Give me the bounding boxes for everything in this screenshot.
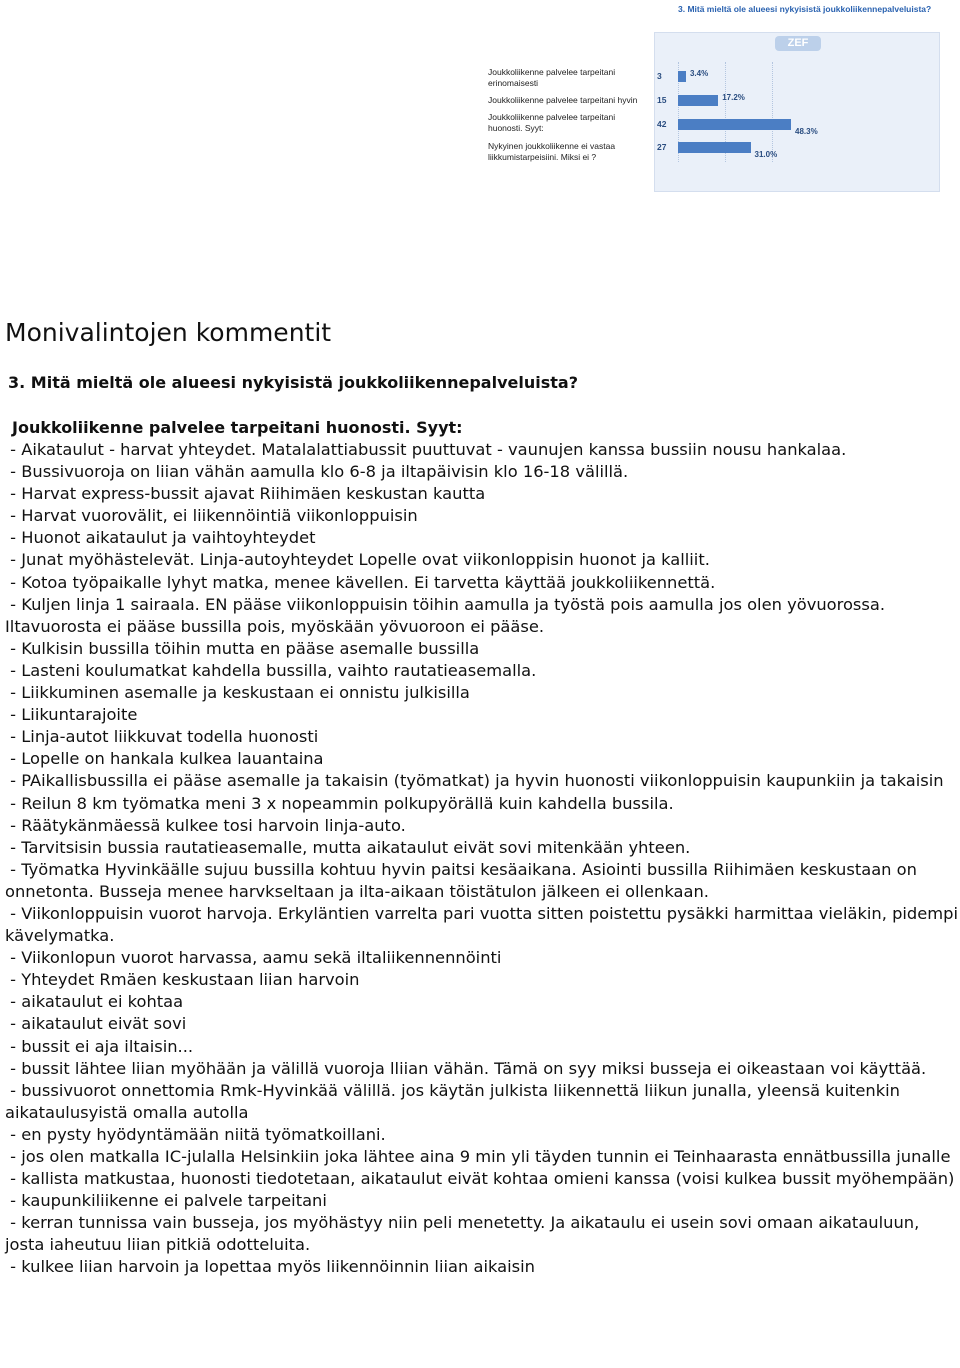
comment-item: - kerran tunnissa vain busseja, jos myöhästyy niin peli menetetty. Ja aikataulu ei usein sovi omaan aikatauluun, josta iaheutuu liian pitkiä odotteluita.	[5, 1213, 920, 1255]
comment-item: - Viikonlopun vuorot harvassa, aamu sekä iltaliikennennöinti	[5, 948, 502, 968]
chart-bar	[678, 119, 791, 130]
comment-item: - Kuljen linja 1 sairaala. EN pääse viikonloppuisin töihin aamulla ja työstä pois aamulla jos olen yövuorossa. Iltavuorosta ei pääse bussilla pois, myöskään yövuoroon ei pääse.	[5, 594, 886, 636]
comment-item: - bussit lähtee liian myöhään ja välillä vuoroja lliian vähän. Tämä on syy miksi busseja ei oikeastaan voi käyttää.	[5, 1058, 927, 1078]
option-heading: Joukkoliikenne palvelee tarpeitani huonosti. Syyt:	[12, 418, 463, 437]
comment-item: - Huonot aikataulut ja vaihtoyhteydet	[5, 528, 316, 548]
question-heading: 3. Mitä mieltä ole alueesi nykyisistä joukkoliikennepalveluista?	[8, 373, 578, 392]
chart-panel	[654, 32, 940, 192]
chart-category-label: Joukkoliikenne palvelee tarpeitani hyvin	[488, 95, 638, 105]
comment-item: - Reilun 8 km työmatka meni 3 x nopeammin polkupyörällä kuin kahdella bussila.	[5, 793, 674, 813]
comment-item: - Harvat express-bussit ajavat Riihimäen keskustan kautta	[5, 484, 486, 504]
comment-item: - Työmatka Hyvinkäälle sujuu bussilla kohtuu hyvin paitsi kesäaikana. Asiointi bussilla Riihimäen keskustaan on onnetonta. Busseja menee harvkseltaan ja ilta-aikaan töistätulon jälkeen ei ollenkaan.	[5, 859, 917, 901]
comment-item: - Junat myöhästelevät. Linja-autoyhteydet Lopelle ovat viikonloppisin huonot ja kalliit.	[5, 550, 710, 570]
chart-bar	[678, 95, 718, 106]
comment-item: - Kulkisin bussilla töihin mutta en pääse asemalle bussilla	[5, 638, 480, 658]
comment-item: - aikataulut ei kohtaa	[5, 992, 184, 1012]
comment-item: - PAikallisbussilla ei pääse asemalle ja takaisin (työmatkat) ja hyvin huonosti viikonloppuisin kaupunkiin ja takaisin	[5, 771, 944, 791]
comment-item: - aikataulut eivät sovi	[5, 1014, 187, 1034]
comment-item: - Yhteydet Rmäen keskustaan liian harvoin	[5, 970, 360, 990]
comment-item: - Kotoa työpaikalle lyhyt matka, menee kävellen. Ei tarvetta käyttää joukkoliikennettä.	[5, 572, 716, 592]
chart-count-label: 15	[657, 95, 667, 105]
chart-count-label: 27	[657, 142, 667, 152]
zef-logo: ZEF	[775, 36, 821, 51]
chart-percent-label: 17.2%	[722, 93, 745, 102]
comments-list	[5, 439, 960, 1279]
chart-title: 3. Mitä mieltä ole alueesi nykyisistä joukkoliikennepalveluista?	[678, 4, 932, 14]
chart-bar	[678, 142, 751, 153]
comment-item: - Harvat vuorovälit, ei liikennöintiä viikonloppuisin	[5, 506, 418, 526]
chart-category-label: Joukkoliikenne palvelee tarpeitani erinomaisesti	[488, 67, 616, 88]
chart-percent-label: 31.0%	[754, 150, 778, 159]
comment-item: - bussivuorot onnettomia Rmk-Hyvinkää välillä. jos käytän julkista liikennettä liikun junalla, yleensä kuitenkin aikataulusyistä omalla autolla	[5, 1080, 900, 1122]
comment-item: - Räätykänmäessä kulkee tosi harvoin linja-auto.	[5, 815, 406, 835]
chart-category-label: Nykyinen joukkoliikenne ei vastaa liikkumistarpeisiini. Miksi ei ?	[488, 141, 616, 162]
comment-item: - Bussivuoroja on liian vähän aamulla klo 6-8 ja iltapäivisin klo 16-18 välillä.	[5, 462, 629, 482]
comment-item: - Lopelle on hankala kulkea lauantaina	[5, 749, 324, 769]
comment-item: - kulkee liian harvoin ja lopettaa myös liikennöinnin liian aikaisin	[5, 1257, 535, 1277]
chart-count-label: 42	[657, 119, 667, 129]
chart-category-label: Joukkoliikenne palvelee tarpeitani huonosti. Syyt:	[488, 112, 616, 133]
comment-item: - Lasteni koulumatkat kahdella bussilla, vaihto rautatieasemalla.	[5, 660, 537, 680]
comment-item: - Liikkuminen asemalle ja keskustaan ei onnistu julkisilla	[5, 683, 470, 703]
comment-item: - Tarvitsisin bussia rautatieasemalle, mutta aikataulut eivät sovi mitenkään yhteen.	[5, 837, 691, 857]
comment-item: - Liikuntarajoite	[5, 705, 138, 725]
comment-item: - kallista matkustaa, huonosti tiedotetaan, aikataulut eivät kohtaa omieni kanssa (voisi kulkea bussit myöhempään)	[5, 1169, 955, 1189]
chart-percent-label: 48.3%	[795, 127, 818, 136]
comment-item: - Linja-autot liikkuvat todella huonosti	[5, 727, 319, 747]
page-title: Monivalintojen kommentit	[5, 318, 332, 347]
comment-item: - Aikataulut - harvat yhteydet. Matalalattiabussit puuttuvat - vaunujen kanssa bussiin nousu hankalaa.	[5, 440, 847, 459]
comment-item: - kaupunkiliikenne ei palvele tarpeitani	[5, 1191, 327, 1211]
comment-item: - Viikonloppuisin vuorot harvoja. Erkyläntien varrelta pari vuotta sitten poistettu pysäkki harmittaa vieläkin, pidempi kävelymatka.	[5, 903, 959, 946]
chart-bar	[678, 71, 686, 82]
comment-item: - jos olen matkalla IC-julalla Helsinkiin joka lähtee aina 9 min yli täyden tunnin ei Teinhaarasta ennätbussilla junalle	[5, 1147, 951, 1166]
chart-count-label: 3	[657, 71, 662, 81]
comment-item: - en pysty hyödyntämään niitä työmatkoillani.	[5, 1124, 386, 1144]
comment-item: - bussit ei aja iltaisin...	[5, 1036, 194, 1056]
gridline	[772, 62, 773, 162]
chart-percent-label: 3.4%	[689, 69, 709, 78]
